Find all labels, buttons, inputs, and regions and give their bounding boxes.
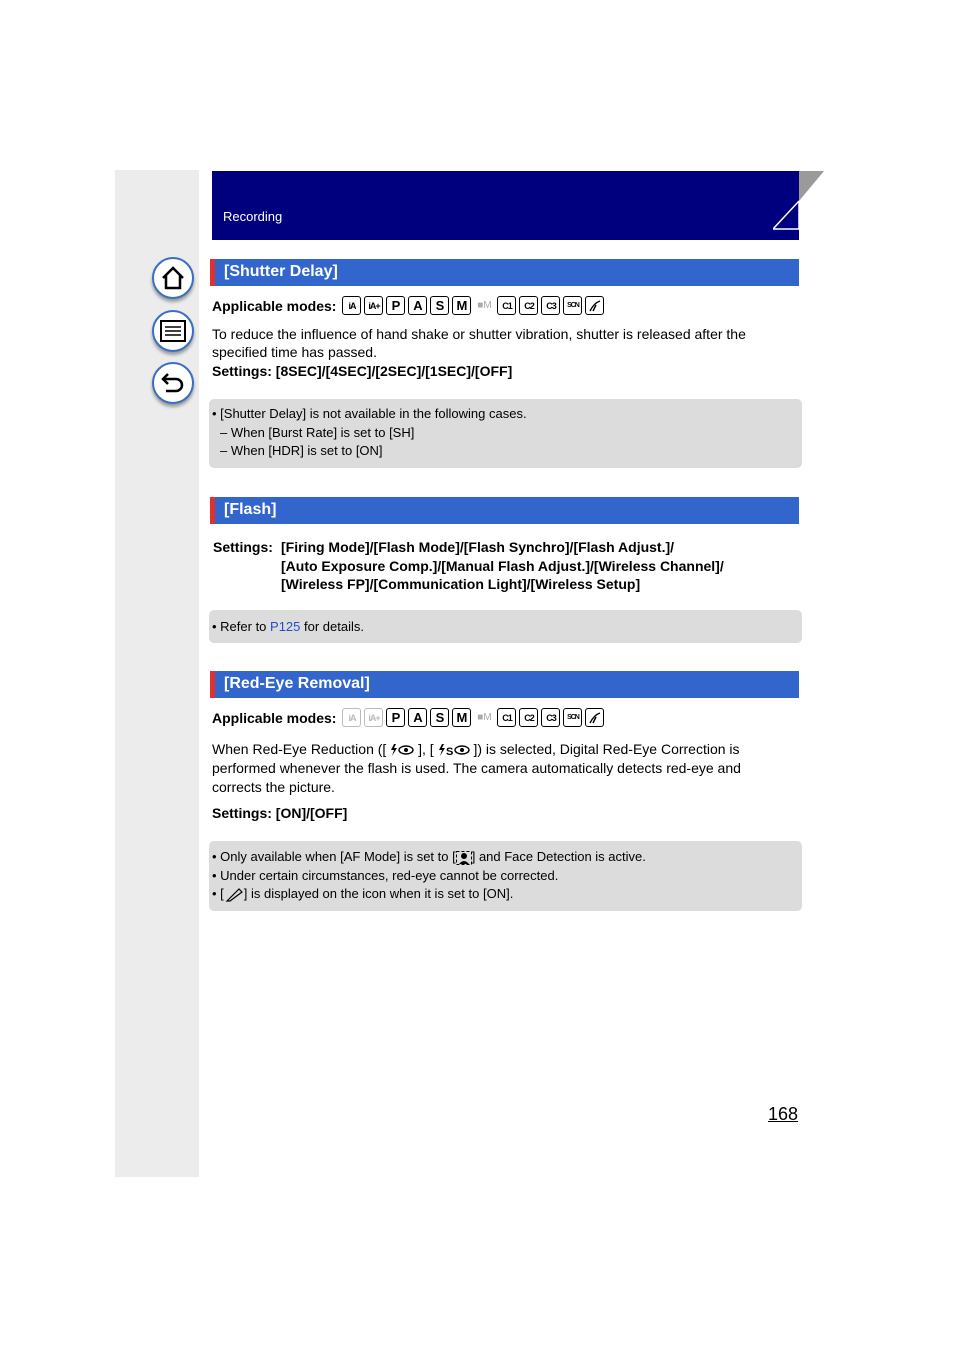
header-section-label: Recording [223, 209, 283, 224]
desc-text: ], [ [418, 741, 434, 757]
applicable-modes-label: Applicable modes: [212, 297, 337, 314]
scn-mode-icon: SCN [563, 708, 582, 727]
note-text: ] and Face Detection is active. [471, 849, 646, 864]
c3-mode-icon: C3 [541, 296, 560, 315]
desc-text: ]) is selected, Digital Red-Eye Correction is [473, 741, 740, 757]
scn-mode-icon: SCN [563, 296, 582, 315]
header-fold-decoration [773, 171, 824, 230]
creative-video-mode-icon: ■M [474, 708, 494, 727]
svg-text:S: S [445, 746, 453, 758]
red-eye-description-1 [212, 740, 740, 759]
menu-list-icon [160, 320, 186, 342]
shutter-delay-description-2: specified time has passed. [212, 344, 377, 360]
flash-settings-line-1: [Firing Mode]/[Flash Mode]/[Flash Synchro]/[Flash Adjust.]/ [281, 539, 675, 555]
note-box-flash [209, 610, 802, 643]
note-text: for details. [300, 619, 364, 634]
section-bar-flash [210, 497, 799, 524]
page-link-p125[interactable]: P125 [270, 619, 301, 634]
creative-video-mode-icon: ■M [474, 296, 494, 315]
shutter-delay-settings: Settings: [8SEC]/[4SEC]/[2SEC]/[1SEC]/[OFF] [212, 363, 513, 379]
red-eye-flash-icon [390, 743, 414, 757]
creative-control-mode-icon [585, 708, 604, 727]
home-button[interactable] [152, 257, 194, 299]
page-header [212, 171, 799, 240]
applicable-modes-row [212, 708, 607, 727]
red-eye-description-3: corrects the picture. [212, 779, 335, 795]
section-title: [Flash] [224, 501, 277, 518]
section-title: [Shutter Delay] [224, 263, 338, 280]
a-mode-icon: A [408, 296, 427, 315]
note-line: – When [Burst Rate] is set to [SH] [220, 425, 415, 440]
note-text: • [ [212, 886, 224, 901]
note-line: – When [HDR] is set to [ON] [220, 443, 383, 458]
note-text: ] is displayed on the icon when it is set to [ON]. [243, 886, 514, 901]
c1-mode-icon: C1 [497, 708, 516, 727]
page-number: 168 [768, 1104, 799, 1124]
note-box-shutter-delay [209, 399, 802, 468]
p-mode-icon: P [386, 296, 405, 315]
note-line: • Under certain circumstances, red-eye cannot be corrected. [212, 868, 559, 883]
section-bar-red-eye-removal [210, 671, 799, 698]
applicable-modes-label: Applicable modes: [212, 709, 337, 726]
flash-settings-line-3: [Wireless FP]/[Communication Light]/[Wireless Setup] [281, 576, 641, 592]
red-eye-correction-icon [224, 888, 244, 902]
note-text: • Only available when [AF Mode] is set to [ [212, 849, 456, 864]
flash-settings-label: Settings: [213, 539, 273, 555]
back-button[interactable] [152, 362, 194, 404]
m-mode-icon: M [452, 296, 471, 315]
note-line [212, 886, 513, 902]
s-mode-icon: S [430, 296, 449, 315]
m-mode-icon: M [452, 708, 471, 727]
slow-sync-red-eye-flash-icon [438, 743, 470, 757]
a-mode-icon: A [408, 708, 427, 727]
note-line [212, 849, 646, 865]
shutter-delay-description-1: To reduce the influence of hand shake or shutter vibration, shutter is released after the [212, 326, 746, 342]
flash-settings-line-2: [Auto Exposure Comp.]/[Manual Flash Adjust.]/[Wireless Channel]/ [281, 558, 724, 574]
c1-mode-icon: C1 [497, 296, 516, 315]
red-eye-description-2: performed whenever the flash is used. The camera automatically detects red-eye and [212, 760, 741, 776]
p-mode-icon: P [386, 708, 405, 727]
creative-control-mode-icon [585, 296, 604, 315]
ia-plus-mode-icon: iA+ [364, 296, 383, 315]
red-eye-settings: Settings: [ON]/[OFF] [212, 805, 348, 821]
c3-mode-icon: C3 [541, 708, 560, 727]
section-title: [Red-Eye Removal] [224, 675, 370, 692]
desc-text: When Red-Eye Reduction ([ [212, 741, 387, 757]
back-icon [160, 371, 186, 395]
s-mode-icon: S [430, 708, 449, 727]
menu-button[interactable] [152, 310, 194, 352]
note-text: • Refer to [212, 619, 271, 634]
section-bar-shutter-delay [210, 259, 799, 286]
applicable-modes-row [212, 296, 607, 315]
note-line [212, 619, 364, 634]
ia-plus-mode-icon: iA+ [364, 708, 383, 727]
face-detection-icon [456, 851, 472, 865]
ia-mode-icon: iA [342, 296, 361, 315]
note-line: • [Shutter Delay] is not available in the following cases. [212, 406, 527, 421]
ia-mode-icon: iA [342, 708, 361, 727]
c2-mode-icon: C2 [519, 708, 538, 727]
home-icon [160, 265, 186, 291]
c2-mode-icon: C2 [519, 296, 538, 315]
note-box-red-eye [209, 841, 802, 911]
